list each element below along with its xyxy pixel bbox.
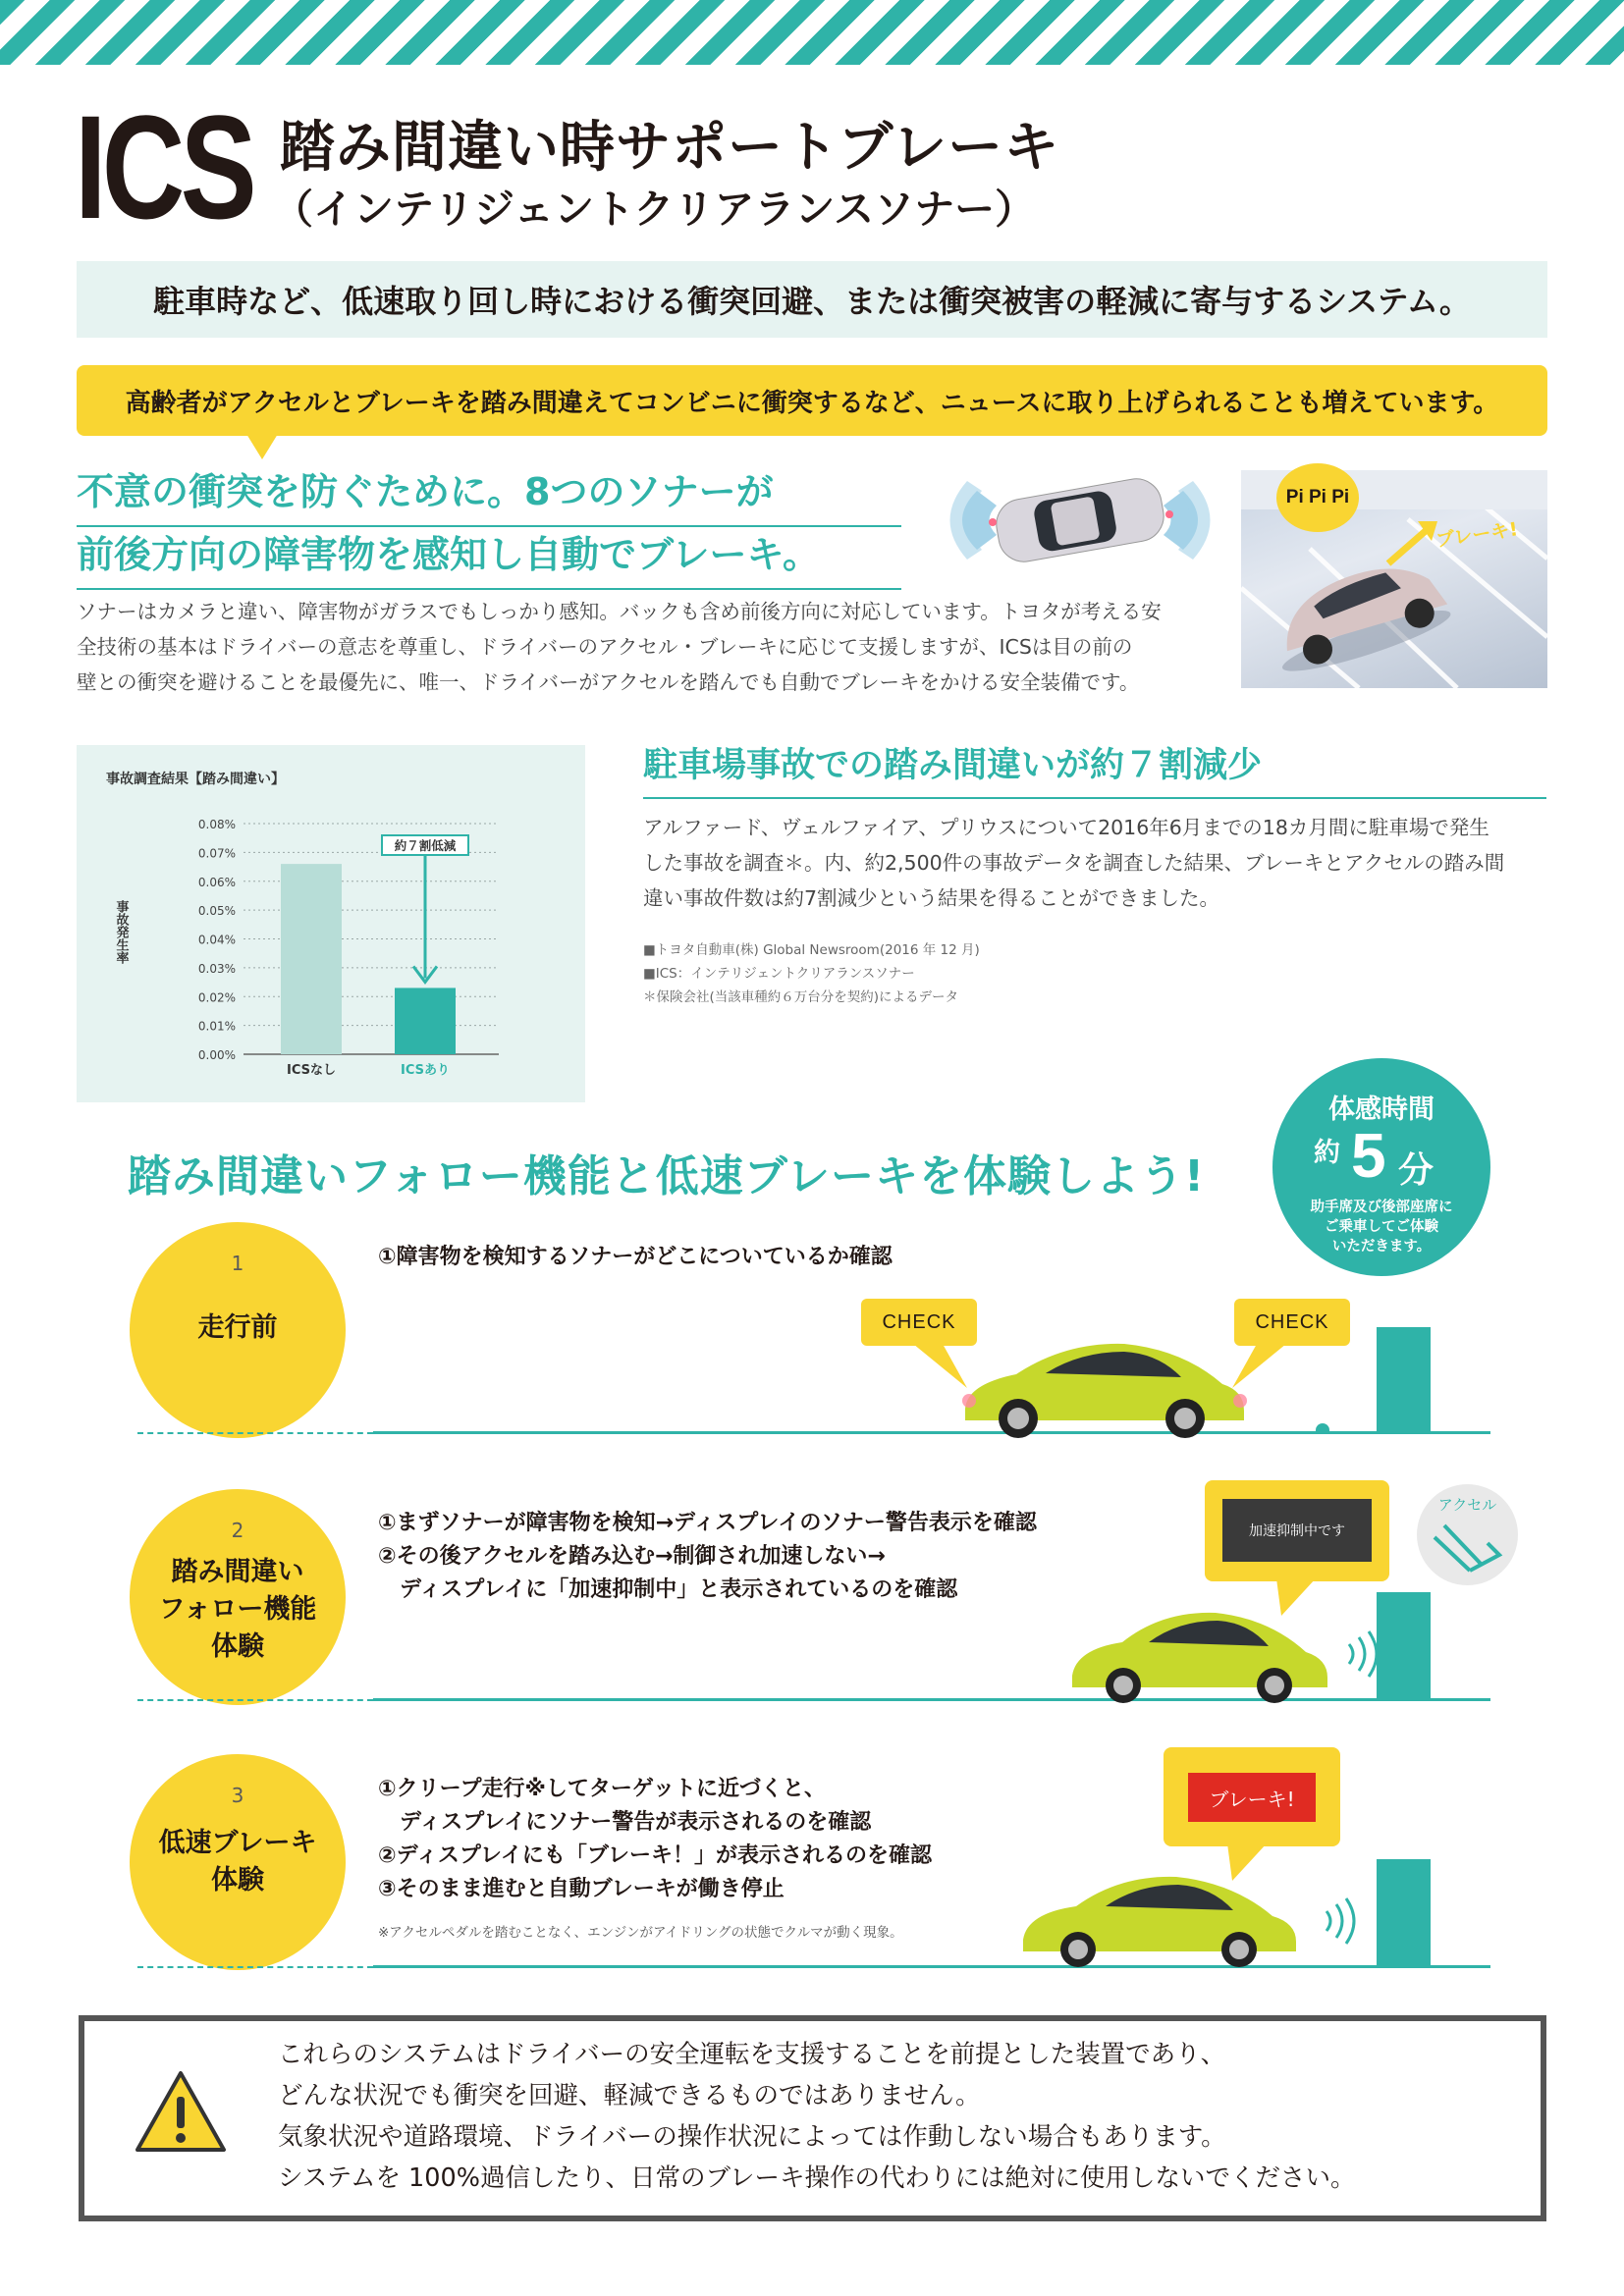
step-3-circle xyxy=(130,1754,346,1970)
step-label: 走行前 xyxy=(197,1312,278,1343)
page-subtitle: （インテリジェントクリアランスソナー） xyxy=(273,186,1036,233)
body-line: 全技術の基本はドライバーの意志を尊重し、ドライバーのアクセル・ブレーキに応じて支援しますが、ICSは目の前の xyxy=(77,635,1133,659)
step-text-line: ①まずソナーが障害物を検知→ディスプレイのソナー警告表示を確認 xyxy=(378,1511,1037,1535)
step-1-circle xyxy=(130,1222,346,1438)
warning-line: これらのシステムはドライバーの安全運転を支援することを前提とした装置であり、 xyxy=(278,2040,1226,2069)
accident-heading: 駐車場事故での踏み間違いが約７割減少 xyxy=(643,738,1546,799)
step-text-line: ディスプレイにソナー警告が表示されるのを確認 xyxy=(378,1810,872,1835)
x-tick-label: ICSあり xyxy=(401,1063,450,1078)
note-line: ■トヨタ自動車(株) Global Newsroom(2016 年 12 月) xyxy=(643,942,980,958)
y-tick-label: 0.04% xyxy=(197,933,236,947)
sonar-dot xyxy=(1165,510,1173,518)
dashboard-display xyxy=(1205,1480,1389,1581)
warning-text xyxy=(278,2034,1355,2199)
pedal-icon xyxy=(1431,1516,1505,1575)
time-note-line: 助手席及び後部座席に xyxy=(1310,1200,1453,1215)
time-note-line: ご乗車してご体験 xyxy=(1325,1219,1438,1235)
step-number: 2 xyxy=(231,1519,244,1542)
time-minutes: 5 xyxy=(1351,1120,1386,1191)
x-tick-label: ICSなし xyxy=(287,1063,336,1078)
sonar-description xyxy=(77,594,1206,700)
car-icon xyxy=(1068,1605,1333,1703)
arrow-icon xyxy=(1388,529,1428,563)
y-tick-label: 0.06% xyxy=(197,875,236,889)
ground-line xyxy=(373,1431,1490,1434)
check-bubble-rear: CHECK xyxy=(1234,1299,1350,1346)
accident-notes xyxy=(643,938,980,1009)
step-3-text xyxy=(378,1773,932,1906)
obstacle-wall xyxy=(1377,1592,1431,1698)
y-tick-label: 0.03% xyxy=(197,961,236,976)
floor-marker xyxy=(1316,1423,1329,1431)
headline-line-2: 前後方向の障害物を感知し自動でブレーキ。 xyxy=(77,524,901,590)
body-line: ソナーはカメラと違い、障害物がガラスでもしっかり感知。バックも含め前後方向に対応しています。トヨタが考える安 xyxy=(77,600,1162,623)
pipi-sound-bubble: Pi Pi Pi xyxy=(1276,463,1359,532)
ground-dashed xyxy=(137,1966,373,1968)
warning-line: どんな状況でも衝突を回避、軽減できるものではありません。 xyxy=(278,2081,981,2110)
dashboard-display xyxy=(1164,1747,1340,1846)
sonar-wave-icon xyxy=(1321,1896,1356,1946)
step-label xyxy=(130,1825,346,1899)
body-line: 壁との衝突を避けることを最優先に、唯一、ドライバーがアクセルを踏んでも自動でブレーキをかける安全装備です。 xyxy=(77,670,1140,694)
sonar-illustration xyxy=(938,452,1222,589)
warning-icon xyxy=(134,2069,228,2154)
top-stripe-banner xyxy=(0,0,1624,65)
note-line: ＊保険会社(当該車種約６万台分を契約)によるデータ xyxy=(643,989,959,1005)
accident-line: した事故を調査＊。内、約2,500件の事故データを調査した結果、ブレーキとアクセルの踏み間 xyxy=(643,851,1505,875)
step-label-line: 体験 xyxy=(211,1865,264,1896)
car-icon xyxy=(1019,1869,1304,1967)
pedal-label: アクセル xyxy=(1437,1496,1497,1514)
bar xyxy=(395,988,456,1054)
sonar-wave-icon xyxy=(1343,1629,1379,1679)
time-note-line: いただきます。 xyxy=(1331,1239,1432,1255)
step-2-circle xyxy=(130,1489,346,1705)
step-label xyxy=(130,1554,346,1666)
time-unit: 分 xyxy=(1398,1150,1435,1191)
accident-line: 違い事故件数は約7割減少という結果を得ることができました。 xyxy=(643,886,1220,910)
sonar-waves-rear xyxy=(1164,481,1211,560)
warning-line: システムを 100%過信したり、日常のブレーキ操作の代わりには絶対に使用しないでください。 xyxy=(278,2163,1356,2193)
y-axis-label: 事故発生率 xyxy=(113,900,129,964)
ground-dashed xyxy=(137,1432,373,1434)
step-text-line: ②その後アクセルを踏み込む→制御され加速しない→ xyxy=(378,1544,886,1569)
y-tick-label: 0.02% xyxy=(197,990,236,1005)
ground-line xyxy=(373,1965,1490,1968)
time-approx: 約 xyxy=(1314,1138,1340,1168)
page-title: 踏み間違い時サポートブレーキ xyxy=(280,116,1060,180)
step-label-line: 体験 xyxy=(211,1631,264,1662)
top-view-car xyxy=(993,475,1168,566)
y-tick-label: 0.01% xyxy=(197,1019,236,1034)
accident-body xyxy=(643,810,1546,916)
bar xyxy=(281,864,342,1054)
step-3-footnote: ※アクセルペダルを踏むことなく、エンジンがアイドリングの状態でクルマが動く現象。 xyxy=(378,1925,903,1941)
y-tick-label: 0.08% xyxy=(197,818,236,831)
accident-rate-chart xyxy=(77,745,585,1102)
step-text-line: ①クリープ走行※してターゲットに近づくと、 xyxy=(378,1777,827,1801)
display-message: ブレーキ! xyxy=(1188,1773,1316,1822)
step-label-line: 踏み間違い xyxy=(171,1557,304,1587)
step-label-line: 低速ブレーキ xyxy=(158,1828,317,1858)
step-1-text xyxy=(378,1241,893,1274)
accelerator-pedal-badge xyxy=(1417,1484,1518,1585)
brake-callout: ブレーキ! xyxy=(1435,518,1520,552)
check-bubble-front: CHECK xyxy=(861,1299,977,1346)
news-bubble-tail xyxy=(246,434,278,459)
step-number: 1 xyxy=(231,1252,244,1275)
experience-heading: 踏み間違いフォロー機能と低速ブレーキを体験しよう! xyxy=(128,1151,1206,1201)
car-icon xyxy=(957,1330,1252,1438)
display-message: 加速抑制中です xyxy=(1222,1499,1372,1562)
note-line: ■ICS：インテリジェントクリアランスソナー xyxy=(643,966,915,982)
ics-logo: ICS xyxy=(75,84,253,249)
warning-line: 気象状況や道路環境、ドライバーの操作状況によっては作動しない場合もあります。 xyxy=(278,2122,1226,2152)
y-tick-label: 0.00% xyxy=(197,1048,236,1062)
annotation-label: 約７割低減 xyxy=(394,838,457,853)
obstacle-wall xyxy=(1377,1327,1431,1431)
step-text-line: ②ディスプレイにも「ブレーキ！」が表示されるのを確認 xyxy=(378,1843,933,1868)
news-bubble: 高齢者がアクセルとブレーキを踏み間違えてコンビニに衝突するなど、ニュースに取り上げられることも増えています。 xyxy=(77,365,1547,436)
chart-title: 事故調査結果【踏み間違い】 xyxy=(106,772,285,787)
step-label-line: フォロー機能 xyxy=(158,1594,317,1625)
time-note xyxy=(1272,1198,1490,1256)
ground-dashed xyxy=(137,1699,373,1701)
sonar-dot xyxy=(989,518,997,526)
obstacle-wall xyxy=(1377,1859,1431,1965)
headline-line-1: 不意の衝突を防ぐために。8つのソナーが xyxy=(77,461,901,527)
step-text-line: ③そのまま進むと自動ブレーキが働き停止 xyxy=(378,1877,785,1901)
experience-time-badge xyxy=(1272,1058,1490,1276)
accident-line: アルファード、ヴェルファイア、プリウスについて2016年6月までの18カ月間に駐車場で発生 xyxy=(643,816,1489,839)
y-tick-label: 0.05% xyxy=(197,904,236,919)
y-tick-label: 0.07% xyxy=(197,846,236,861)
intro-banner: 駐車時など、低速取り回し時における衝突回避、または衝突被害の軽減に寄与するシステム。 xyxy=(77,261,1547,338)
step-text-line: ディスプレイに「加速抑制中」と表示されているのを確認 xyxy=(378,1577,958,1602)
step-text-line: ①障害物を検知するソナーがどこについているか確認 xyxy=(378,1245,893,1269)
time-label: 体感時間 xyxy=(1328,1095,1435,1125)
step-2-text xyxy=(378,1507,1037,1607)
step-number: 3 xyxy=(231,1784,244,1807)
